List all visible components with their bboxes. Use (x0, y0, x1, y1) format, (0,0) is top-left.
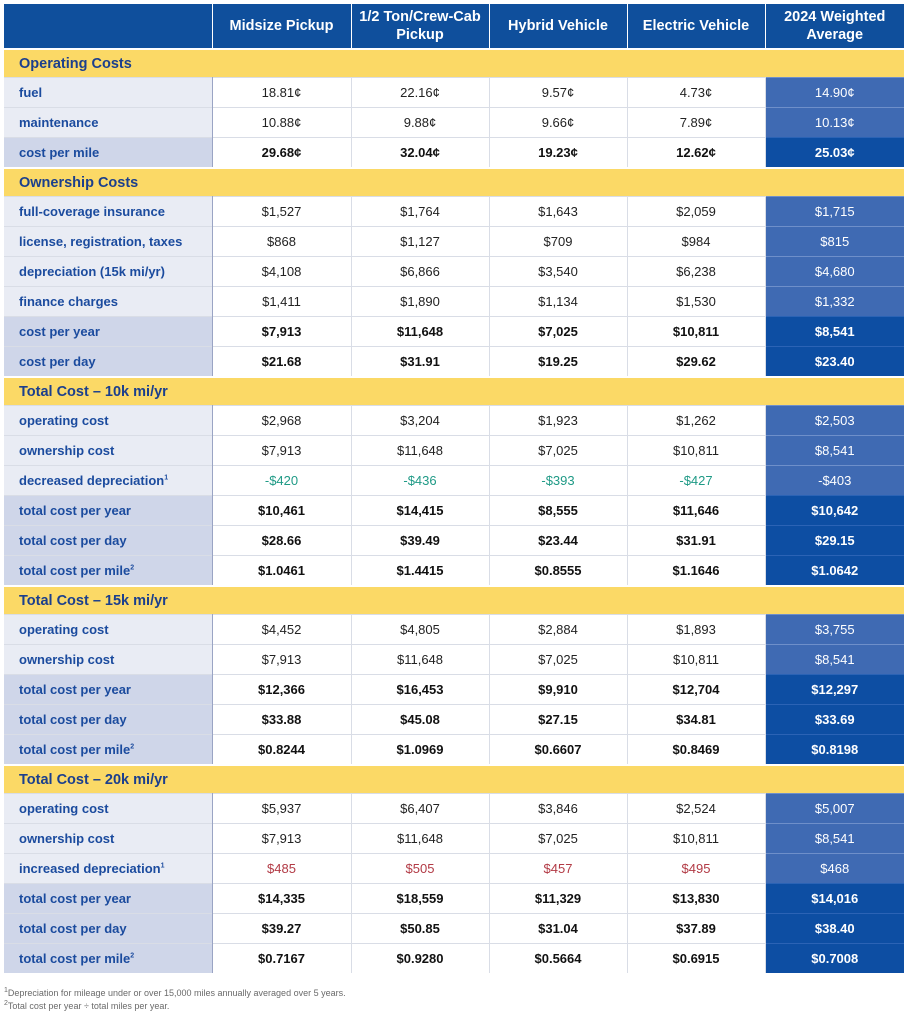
column-header: Electric Vehicle (627, 4, 765, 49)
row-label (4, 78, 212, 108)
row-label (4, 257, 212, 287)
value-cell: $4,108 (212, 257, 351, 287)
value-cell: 7.89¢ (627, 108, 765, 138)
value-cell: $1,530 (627, 287, 765, 317)
row-label-text: total cost per year (19, 682, 131, 697)
value-cell: $11,329 (489, 884, 627, 914)
row-label (4, 824, 212, 854)
value-cell: $0.8555 (489, 556, 627, 587)
row-label (4, 854, 212, 884)
column-header: 2024 Weighted Average (765, 4, 904, 49)
value-cell: $8,555 (489, 496, 627, 526)
footnote-number: 2 (4, 1000, 8, 1007)
value-cell: $1,262 (627, 406, 765, 436)
value-cell: $10,461 (212, 496, 351, 526)
value-cell: $1.0969 (351, 735, 489, 766)
weighted-average-cell: 10.13¢ (765, 108, 904, 138)
value-cell: $37.89 (627, 914, 765, 944)
column-header: Hybrid Vehicle (489, 4, 627, 49)
weighted-average-cell: $2,503 (765, 406, 904, 436)
table-row (4, 466, 904, 496)
value-cell: $7,913 (212, 824, 351, 854)
weighted-average-cell: $1,332 (765, 287, 904, 317)
value-cell: 19.23¢ (489, 138, 627, 169)
row-label (4, 556, 212, 587)
row-label (4, 884, 212, 914)
value-cell: $7,025 (489, 824, 627, 854)
weighted-average-cell: $1,715 (765, 197, 904, 227)
value-cell: $0.8244 (212, 735, 351, 766)
row-label (4, 675, 212, 705)
row-label (4, 406, 212, 436)
row-label-text: operating cost (19, 622, 109, 637)
row-label (4, 108, 212, 138)
table-row (4, 197, 904, 227)
weighted-average-cell: $0.7008 (765, 944, 904, 974)
table-row (4, 436, 904, 466)
row-label (4, 645, 212, 675)
value-cell: $1,923 (489, 406, 627, 436)
table-row (4, 705, 904, 735)
weighted-average-cell: $12,297 (765, 675, 904, 705)
value-cell: $29.62 (627, 347, 765, 378)
section-header-row (4, 586, 904, 615)
value-cell: $10,811 (627, 645, 765, 675)
section-title: Operating Costs (4, 49, 904, 78)
row-label-text: total cost per mile (19, 742, 131, 757)
row-label-text: cost per mile (19, 145, 100, 160)
header-row (4, 4, 904, 49)
row-label (4, 287, 212, 317)
row-label-text: depreciation (15k mi/yr) (19, 264, 165, 279)
row-label-text: finance charges (19, 294, 118, 309)
value-cell: $11,646 (627, 496, 765, 526)
value-cell: $505 (351, 854, 489, 884)
table-row (4, 257, 904, 287)
value-cell: $11,648 (351, 645, 489, 675)
section-title: Total Cost – 20k mi/yr (4, 765, 904, 794)
footnote-marker: 1 (164, 474, 169, 482)
table-row (4, 854, 904, 884)
value-cell: $2,968 (212, 406, 351, 436)
value-cell: $1,764 (351, 197, 489, 227)
footnote-text: Depreciation for mileage under or over 15,000 miles annually averaged over 5 years. (7, 988, 346, 998)
row-label-text: cost per year (19, 324, 100, 339)
value-cell: 9.66¢ (489, 108, 627, 138)
table-row (4, 884, 904, 914)
value-cell: $1,134 (489, 287, 627, 317)
value-cell: $11,648 (351, 317, 489, 347)
row-label (4, 436, 212, 466)
cost-table-container (4, 4, 904, 973)
row-label-text: total cost per mile (19, 951, 131, 966)
value-cell: $495 (627, 854, 765, 884)
value-cell: $984 (627, 227, 765, 257)
row-label (4, 466, 212, 496)
value-cell: $23.44 (489, 526, 627, 556)
value-cell: $1.1646 (627, 556, 765, 587)
value-cell: $27.15 (489, 705, 627, 735)
value-cell: $12,366 (212, 675, 351, 705)
value-cell: $3,846 (489, 794, 627, 824)
footnote-marker: 2 (130, 564, 135, 572)
value-cell: $34.81 (627, 705, 765, 735)
weighted-average-cell: $3,755 (765, 615, 904, 645)
value-cell: $7,025 (489, 436, 627, 466)
value-cell: 22.16¢ (351, 78, 489, 108)
driving-cost-table (4, 4, 904, 973)
value-cell: $33.88 (212, 705, 351, 735)
weighted-average-cell: -$403 (765, 466, 904, 496)
value-cell: -$420 (212, 466, 351, 496)
value-cell: -$393 (489, 466, 627, 496)
table-row (4, 496, 904, 526)
weighted-average-cell: 14.90¢ (765, 78, 904, 108)
row-label-text: full-coverage insurance (19, 204, 165, 219)
weighted-average-cell: $33.69 (765, 705, 904, 735)
footnote-text: Total cost per year ÷ total miles per year. (7, 1001, 170, 1011)
table-row (4, 645, 904, 675)
row-label-text: fuel (19, 85, 43, 100)
value-cell: $1,643 (489, 197, 627, 227)
row-label-text: operating cost (19, 413, 109, 428)
value-cell: $2,524 (627, 794, 765, 824)
value-cell: $6,866 (351, 257, 489, 287)
footnote-number: 1 (4, 987, 8, 994)
value-cell: 10.88¢ (212, 108, 351, 138)
row-label-text: ownership cost (19, 652, 115, 667)
section-header-row (4, 765, 904, 794)
value-cell: $709 (489, 227, 627, 257)
value-cell: $0.6607 (489, 735, 627, 766)
value-cell: $14,415 (351, 496, 489, 526)
row-label-text: total cost per year (19, 891, 131, 906)
column-header: 1/2 Ton/Crew-Cab Pickup (351, 4, 489, 49)
value-cell: $1,527 (212, 197, 351, 227)
value-cell: $10,811 (627, 317, 765, 347)
row-label (4, 227, 212, 257)
row-label-text: ownership cost (19, 831, 115, 846)
header-corner (4, 4, 212, 49)
section-header-row (4, 168, 904, 197)
value-cell: $19.25 (489, 347, 627, 378)
table-row (4, 317, 904, 347)
weighted-average-cell: $4,680 (765, 257, 904, 287)
section-title: Ownership Costs (4, 168, 904, 197)
value-cell: 4.73¢ (627, 78, 765, 108)
table-row (4, 675, 904, 705)
table-row (4, 406, 904, 436)
value-cell: $16,453 (351, 675, 489, 705)
value-cell: $5,937 (212, 794, 351, 824)
row-label-text: maintenance (19, 115, 99, 130)
value-cell: $13,830 (627, 884, 765, 914)
row-label (4, 705, 212, 735)
value-cell: -$436 (351, 466, 489, 496)
value-cell: $10,811 (627, 824, 765, 854)
value-cell: $868 (212, 227, 351, 257)
table-row (4, 735, 904, 766)
footnotes (4, 987, 904, 1013)
weighted-average-cell: $5,007 (765, 794, 904, 824)
weighted-average-cell: $1.0642 (765, 556, 904, 587)
value-cell: $1.0461 (212, 556, 351, 587)
table-row (4, 227, 904, 257)
value-cell: $6,407 (351, 794, 489, 824)
weighted-average-cell: $23.40 (765, 347, 904, 378)
row-label (4, 496, 212, 526)
row-label-text: decreased depreciation (19, 473, 165, 488)
weighted-average-cell: $38.40 (765, 914, 904, 944)
value-cell: $18,559 (351, 884, 489, 914)
table-row (4, 138, 904, 169)
weighted-average-cell: $815 (765, 227, 904, 257)
value-cell: $50.85 (351, 914, 489, 944)
section-header-row (4, 377, 904, 406)
value-cell: $9,910 (489, 675, 627, 705)
value-cell: 32.04¢ (351, 138, 489, 169)
weighted-average-cell: $14,016 (765, 884, 904, 914)
value-cell: $7,913 (212, 645, 351, 675)
weighted-average-cell: $8,541 (765, 436, 904, 466)
table-row (4, 287, 904, 317)
row-label-text: ownership cost (19, 443, 115, 458)
value-cell: $1,127 (351, 227, 489, 257)
weighted-average-cell: $8,541 (765, 317, 904, 347)
table-body (4, 49, 904, 973)
weighted-average-cell: $10,642 (765, 496, 904, 526)
row-label (4, 944, 212, 974)
table-row (4, 824, 904, 854)
section-title: Total Cost – 10k mi/yr (4, 377, 904, 406)
table-row (4, 944, 904, 974)
table-row (4, 526, 904, 556)
value-cell: $10,811 (627, 436, 765, 466)
table-row (4, 794, 904, 824)
table-row (4, 108, 904, 138)
value-cell: 12.62¢ (627, 138, 765, 169)
value-cell: $0.6915 (627, 944, 765, 974)
value-cell: 29.68¢ (212, 138, 351, 169)
value-cell: $11,648 (351, 824, 489, 854)
weighted-average-cell: $8,541 (765, 645, 904, 675)
weighted-average-cell: $468 (765, 854, 904, 884)
weighted-average-cell: $29.15 (765, 526, 904, 556)
value-cell: 18.81¢ (212, 78, 351, 108)
value-cell: $4,452 (212, 615, 351, 645)
value-cell: $457 (489, 854, 627, 884)
row-label (4, 347, 212, 378)
value-cell: $1.4415 (351, 556, 489, 587)
value-cell: $485 (212, 854, 351, 884)
row-label-text: total cost per day (19, 533, 127, 548)
table-row (4, 347, 904, 378)
table-row (4, 615, 904, 645)
value-cell: $28.66 (212, 526, 351, 556)
value-cell: $39.27 (212, 914, 351, 944)
row-label (4, 138, 212, 169)
value-cell: 9.88¢ (351, 108, 489, 138)
row-label (4, 615, 212, 645)
value-cell: $1,893 (627, 615, 765, 645)
table-row (4, 556, 904, 587)
value-cell: $39.49 (351, 526, 489, 556)
value-cell: $0.8469 (627, 735, 765, 766)
value-cell: $0.7167 (212, 944, 351, 974)
footnote (4, 987, 904, 1000)
value-cell: $7,025 (489, 645, 627, 675)
row-label (4, 794, 212, 824)
row-label (4, 317, 212, 347)
value-cell: $21.68 (212, 347, 351, 378)
value-cell: $3,540 (489, 257, 627, 287)
value-cell: $7,913 (212, 436, 351, 466)
row-label (4, 735, 212, 766)
value-cell: $1,890 (351, 287, 489, 317)
weighted-average-cell: $0.8198 (765, 735, 904, 766)
row-label-text: total cost per day (19, 712, 127, 727)
value-cell: $45.08 (351, 705, 489, 735)
weighted-average-cell: 25.03¢ (765, 138, 904, 169)
table-row (4, 78, 904, 108)
value-cell: $31.91 (351, 347, 489, 378)
value-cell: $12,704 (627, 675, 765, 705)
value-cell: $7,913 (212, 317, 351, 347)
footnote-marker: 2 (130, 743, 135, 751)
row-label-text: total cost per year (19, 503, 131, 518)
row-label-text: increased depreciation (19, 861, 161, 876)
row-label-text: total cost per day (19, 921, 127, 936)
value-cell: $6,238 (627, 257, 765, 287)
value-cell: $1,411 (212, 287, 351, 317)
value-cell: $2,059 (627, 197, 765, 227)
value-cell: $0.9280 (351, 944, 489, 974)
value-cell: $31.91 (627, 526, 765, 556)
weighted-average-cell: $8,541 (765, 824, 904, 854)
footnote-marker: 2 (130, 952, 135, 960)
value-cell: 9.57¢ (489, 78, 627, 108)
value-cell: $2,884 (489, 615, 627, 645)
table-row (4, 914, 904, 944)
row-label-text: cost per day (19, 354, 96, 369)
footnote (4, 1000, 904, 1013)
value-cell: $4,805 (351, 615, 489, 645)
value-cell: $11,648 (351, 436, 489, 466)
row-label-text: license, registration, taxes (19, 234, 183, 249)
value-cell: $7,025 (489, 317, 627, 347)
row-label (4, 526, 212, 556)
value-cell: $31.04 (489, 914, 627, 944)
row-label-text: total cost per mile (19, 563, 131, 578)
section-title: Total Cost – 15k mi/yr (4, 586, 904, 615)
row-label (4, 197, 212, 227)
row-label-text: operating cost (19, 801, 109, 816)
footnote-marker: 1 (160, 862, 165, 870)
value-cell: $14,335 (212, 884, 351, 914)
value-cell: $3,204 (351, 406, 489, 436)
column-header: Midsize Pickup (212, 4, 351, 49)
row-label (4, 914, 212, 944)
value-cell: $0.5664 (489, 944, 627, 974)
section-header-row (4, 49, 904, 78)
value-cell: -$427 (627, 466, 765, 496)
